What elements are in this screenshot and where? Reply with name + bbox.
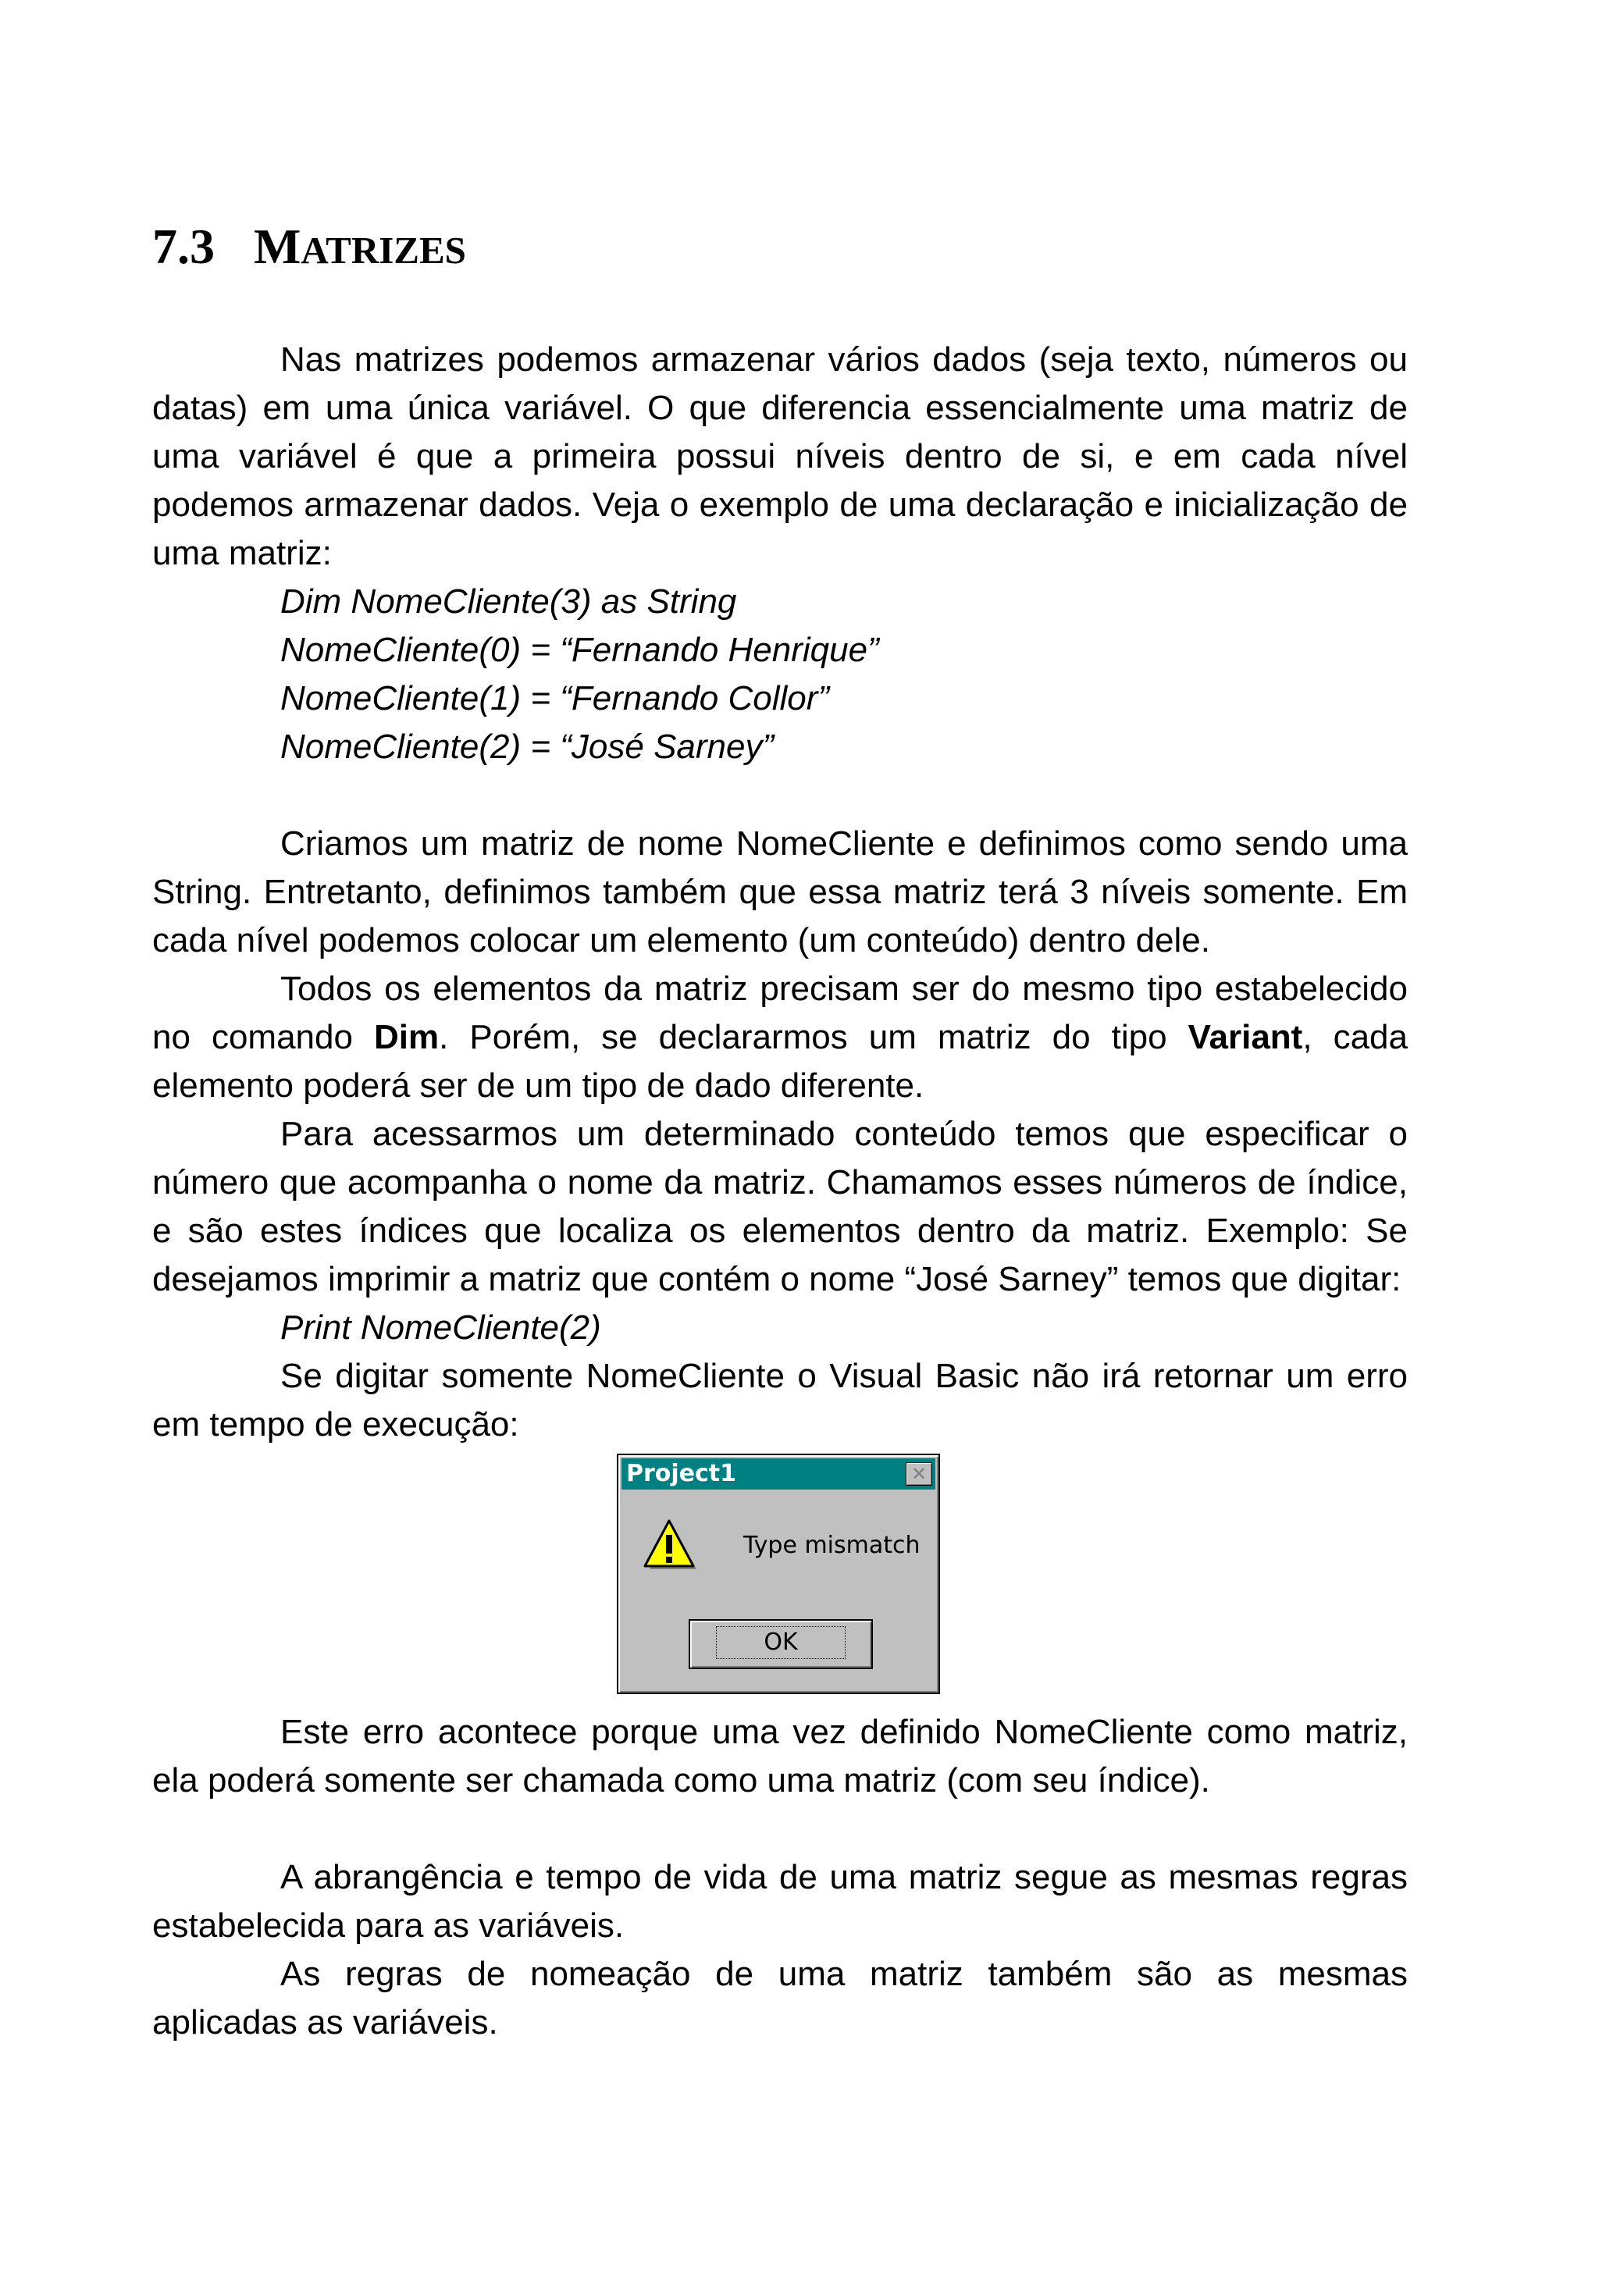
dialog-title: Project1	[626, 1460, 737, 1487]
paragraph-index: Para acessarmos um determinado conteúdo temos que especificar o número que acompanha o nome da matriz. Chamamos esses números de índice, e são estes índices que localiza os elementos dentro da matriz. Exemplo: Se desejamos imprimir a matriz que contém o nome “José Sarney” temos que digitar:	[152, 1115, 1408, 1298]
ok-button[interactable]	[689, 1619, 873, 1669]
paragraph-error-intro: Se digitar somente NomeCliente o Visual Basic não irá retornar um erro em tempo de execução:	[152, 1357, 1408, 1443]
text-run: . Porém, se declararmos um matriz do tipo	[439, 1018, 1188, 1056]
paragraph-naming: As regras de nomeação de uma matriz também são as mesmas aplicadas as variáveis.	[152, 1955, 1408, 2041]
keyword-dim: Dim	[373, 1018, 440, 1056]
ok-label: OK	[716, 1626, 845, 1659]
paragraph-explanation: Criamos um matriz de nome NomeCliente e definimos como sendo uma String. Entretanto, definimos também que essa matriz terá 3 níveis somente. Em cada nível podemos colocar um elemento (um conteúdo) dentro dele.	[152, 824, 1408, 959]
section-number: 7.3	[152, 219, 215, 274]
warning-icon	[642, 1518, 698, 1574]
text-run: , cada elemento poderá ser de um tipo de dado diferente.	[152, 1018, 1408, 1105]
dialog-titlebar[interactable]	[621, 1458, 935, 1490]
close-icon: ✕	[910, 1463, 928, 1485]
document-body	[152, 336, 1408, 2047]
close-button[interactable]	[906, 1462, 932, 1486]
error-dialog	[617, 1454, 940, 1694]
section-heading	[152, 220, 466, 277]
paragraph-error-explanation: Este erro acontece porque uma vez definido NomeCliente como matriz, ela poderá somente ser chamada como uma matriz (com seu índice).	[152, 1713, 1408, 1799]
code-line: NomeCliente(2) = “José Sarney”	[280, 728, 775, 766]
code-line: Print NomeCliente(2)	[280, 1308, 601, 1347]
text-run: Todos os elementos da matriz precisam ser do mesmo tipo estabelecido no comando	[152, 970, 1408, 1056]
code-line: NomeCliente(0) = “Fernando Henrique”	[280, 631, 879, 669]
dialog-figure	[152, 1449, 1408, 1708]
section-title-rest: ATRIZES	[301, 229, 466, 272]
code-block-declaration	[152, 578, 1408, 771]
code-line: Dim NomeCliente(3) as String	[280, 582, 737, 621]
code-line: NomeCliente(1) = “Fernando Collor”	[280, 679, 830, 717]
paragraph-types	[152, 965, 1408, 1110]
paragraph-intro: Nas matrizes podemos armazenar vários dados (seja texto, números ou datas) em uma única variável. O que diferencia essencialmente uma matriz de uma variável é que a primeira possui níveis dentro de si, e em cada nível podemos armazenar dados. Veja o exemplo de uma declaração e inicialização de uma matriz:	[152, 340, 1408, 572]
section-title-initial: M	[254, 219, 301, 274]
dialog-message: Type mismatch	[743, 1532, 921, 1559]
paragraph-scope: A abrangência e tempo de vida de uma matriz segue as mesmas regras estabelecida para as variáveis.	[152, 1858, 1408, 1945]
keyword-variant: Variant	[1188, 1018, 1303, 1056]
code-block-print	[152, 1304, 1408, 1352]
